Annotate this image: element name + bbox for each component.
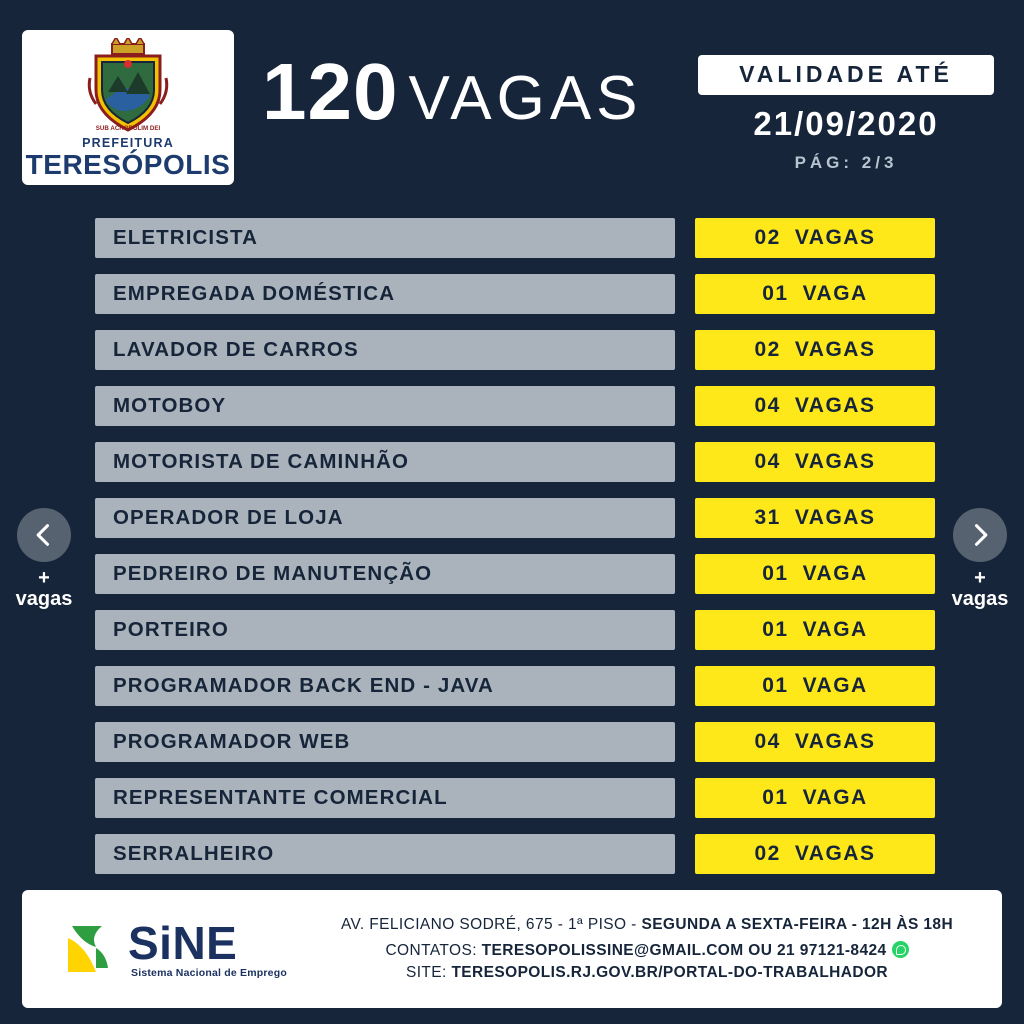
footer-site-value[interactable]: TERESOPOLIS.RJ.GOV.BR/PORTAL-DO-TRABALHADOR <box>451 964 889 981</box>
job-vacancies <box>695 274 935 314</box>
job-title: OPERADOR DE LOJA <box>95 498 675 538</box>
vacancy-count-word: VAGAS <box>408 64 643 133</box>
table-row <box>95 666 935 706</box>
coat-of-arms-icon <box>82 38 174 134</box>
job-vacancies <box>695 834 935 874</box>
job-vacancies <box>695 778 935 818</box>
job-vacancy-unit: VAGA <box>802 786 868 809</box>
job-title: MOTORISTA DE CAMINHÃO <box>95 442 675 482</box>
sine-tagline: Sistema Nacional de Emprego <box>131 966 287 979</box>
job-vacancy-number: 04 <box>754 730 781 753</box>
page-title <box>262 47 643 136</box>
chevron-left-icon[interactable] <box>17 508 71 562</box>
job-vacancies <box>695 722 935 762</box>
footer-contact-label: CONTATOS: <box>385 942 482 959</box>
vacancy-count: 120 <box>262 47 399 136</box>
footer-contact-info <box>322 912 1002 986</box>
job-vacancy-unit: VAGAS <box>794 226 876 249</box>
job-vacancy-number: 01 <box>762 282 789 305</box>
job-vacancy-unit: VAGAS <box>794 506 876 529</box>
footer-address: AV. FELICIANO SODRÉ, 675 - 1ª PISO - <box>340 916 642 933</box>
job-vacancy-number: 01 <box>762 674 789 697</box>
job-vacancy-unit: VAGA <box>802 674 868 697</box>
chevron-right-icon[interactable] <box>953 508 1007 562</box>
job-vacancy-number: 02 <box>754 842 781 865</box>
job-title: MOTOBOY <box>95 386 675 426</box>
job-title: LAVADOR DE CARROS <box>95 330 675 370</box>
footer <box>22 890 1002 1008</box>
job-vacancy-number: 04 <box>754 394 781 417</box>
job-vacancies <box>695 666 935 706</box>
header <box>0 0 1024 200</box>
whatsapp-icon <box>892 941 909 958</box>
job-vacancy-unit: VAGAS <box>794 394 876 417</box>
previous-page-nav[interactable] <box>4 508 84 610</box>
svg-text:SUB ACROPOLIM DEI: SUB ACROPOLIM DEI <box>95 125 161 132</box>
job-vacancy-unit: VAGAS <box>794 730 876 753</box>
sine-logo <box>22 916 322 979</box>
job-title: PROGRAMADOR BACK END - JAVA <box>95 666 675 706</box>
job-list <box>95 218 935 890</box>
job-vacancy-unit: VAGA <box>802 282 868 305</box>
validity-date: 21/09/2020 <box>753 105 939 142</box>
table-row <box>95 610 935 650</box>
job-title: PEDREIRO DE MANUTENÇÃO <box>95 554 675 594</box>
table-row <box>95 834 935 874</box>
job-title: ELETRICISTA <box>95 218 675 258</box>
table-row <box>95 554 935 594</box>
job-title: PORTEIRO <box>95 610 675 650</box>
city-label: TERESÓPOLIS <box>25 149 231 180</box>
prefeitura-label: PREFEITURA <box>82 136 174 150</box>
table-row <box>95 330 935 370</box>
job-vacancy-number: 04 <box>754 450 781 473</box>
table-row <box>95 498 935 538</box>
job-vacancy-unit: VAGAS <box>794 450 876 473</box>
job-vacancies <box>695 218 935 258</box>
footer-site-line <box>322 964 972 982</box>
previous-vagas-label: vagas <box>15 588 73 610</box>
table-row <box>95 778 935 818</box>
job-vacancy-unit: VAGAS <box>794 842 876 865</box>
job-vacancies <box>695 386 935 426</box>
job-vacancy-unit: VAGA <box>802 618 868 641</box>
job-vacancy-unit: VAGAS <box>794 338 876 361</box>
page-indicator: PÁG: 2/3 <box>794 153 898 172</box>
footer-contact-value[interactable]: TERESOPOLISSINE@GMAIL.COM OU 21 97121-8424 <box>481 942 887 959</box>
previous-plus-label: + <box>38 567 50 589</box>
job-vacancies <box>695 610 935 650</box>
next-vagas-label: vagas <box>951 588 1009 610</box>
sine-wordmark: SiNE <box>128 916 238 969</box>
job-vacancy-number: 31 <box>754 506 781 529</box>
job-vacancy-number: 02 <box>754 338 781 361</box>
next-page-nav[interactable] <box>940 508 1020 610</box>
job-title: EMPREGADA DOMÉSTICA <box>95 274 675 314</box>
job-title: REPRESENTANTE COMERCIAL <box>95 778 675 818</box>
job-title: PROGRAMADOR WEB <box>95 722 675 762</box>
job-vacancy-number: 01 <box>762 562 789 585</box>
job-vacancies <box>695 554 935 594</box>
brazil-flag-icon <box>62 924 120 974</box>
footer-site-label: SITE: <box>405 964 452 981</box>
table-row <box>95 386 935 426</box>
job-vacancies <box>695 498 935 538</box>
job-vacancies <box>695 330 935 370</box>
table-row <box>95 722 935 762</box>
prefeitura-logo-card <box>22 30 234 185</box>
job-vacancy-number: 02 <box>754 226 781 249</box>
table-row <box>95 274 935 314</box>
job-vacancy-unit: VAGA <box>802 562 868 585</box>
job-vacancies <box>695 442 935 482</box>
next-plus-label: + <box>974 567 986 589</box>
footer-hours: SEGUNDA A SEXTA-FEIRA - 12H ÀS 18H <box>641 916 954 933</box>
footer-address-line <box>322 916 972 934</box>
validity-label: VALIDADE ATÉ <box>698 55 994 95</box>
table-row <box>95 442 935 482</box>
job-vacancy-number: 01 <box>762 618 789 641</box>
job-title: SERRALHEIRO <box>95 834 675 874</box>
job-vacancy-number: 01 <box>762 786 789 809</box>
table-row <box>95 218 935 258</box>
footer-contact-line <box>322 938 972 960</box>
validity-block <box>698 55 994 173</box>
